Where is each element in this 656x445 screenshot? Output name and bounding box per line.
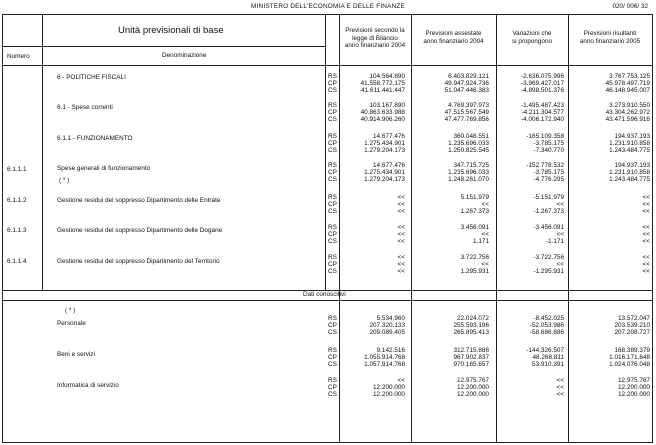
table-cell: << — [556, 384, 564, 391]
row-code: RS — [328, 102, 337, 109]
row-code: CP — [328, 140, 337, 147]
table-cell: << — [481, 201, 489, 208]
table-cell: 3.722.756 — [460, 254, 489, 261]
dati-conoscitivi-label: Dati conoscitivi — [303, 291, 346, 298]
row-code: CS — [328, 116, 337, 123]
section-number: 6.1.1.3 — [7, 227, 27, 234]
page-number: 020/ 006/ 32 — [612, 3, 648, 10]
table-cell: -4.898.501.376 — [521, 87, 564, 94]
section-label: 6.1.1 - FUNZIONAMENTO — [57, 135, 133, 142]
table-cell: -3.969.427.017 — [521, 80, 564, 87]
table-cell: 5.534.960 — [376, 315, 405, 322]
row-code: RS — [328, 133, 337, 140]
row-code: CP — [328, 80, 337, 87]
col-header-numero: Numero — [7, 53, 30, 60]
table-cell: 1.250.825.545 — [448, 147, 489, 154]
table-cell: -4.211.304.577 — [521, 109, 564, 116]
table-cell: 12.975.767 — [618, 377, 650, 384]
section-label: Spese generali di funzionamento — [57, 165, 151, 172]
table-cell: 12.200.000 — [373, 384, 405, 391]
table-cell: << — [642, 254, 650, 261]
dati-label: Beni e servizi — [57, 351, 96, 358]
table-cell: -165.109.358 — [526, 133, 564, 140]
table-cell: -2.636.075.996 — [521, 73, 564, 80]
table-cell: 207.208.727 — [614, 329, 650, 336]
table-cell: << — [397, 231, 405, 238]
table-cell: 12.200.000 — [457, 391, 489, 398]
row-code: CS — [328, 391, 337, 398]
table-cell: -144.326.507 — [526, 347, 564, 354]
table-cell: -8.452.025 — [533, 315, 564, 322]
row-code: CS — [328, 268, 337, 275]
table-cell: 47.515.567.549 — [444, 109, 489, 116]
table-cell: 967.902.837 — [453, 354, 489, 361]
table-cell: -1.267.373 — [533, 208, 564, 215]
table-cell: 203.539.210 — [614, 322, 650, 329]
table-cell: 13.572.047 — [618, 315, 650, 322]
table-cell: -3.722.756 — [533, 254, 564, 261]
row-code: RS — [328, 73, 337, 80]
row-code: CS — [328, 147, 337, 154]
table-cell: 53.910.391 — [532, 361, 564, 368]
table-cell: 12.200.000 — [618, 384, 650, 391]
col-header-previsioni-assestate: Previsioni assestate anno finanziario 2004 — [423, 30, 484, 45]
row-code: CP — [328, 231, 337, 238]
table-cell: 255.593.196 — [453, 322, 489, 329]
table-cell: 360.048.551 — [453, 133, 489, 140]
row-code: CS — [328, 361, 337, 368]
row-code: CP — [328, 201, 337, 208]
table-cell: 1.235.696.033 — [448, 140, 489, 147]
row-code: CS — [328, 87, 337, 94]
table-cell: << — [481, 261, 489, 268]
table-cell: 12.200.000 — [373, 391, 405, 398]
table-cell: 103.167.890 — [369, 102, 405, 109]
row-code: CP — [328, 322, 337, 329]
table-cell: -1.295.931 — [533, 268, 564, 275]
table-cell: 1.057.914.768 — [364, 361, 405, 368]
table-cell: 194.937.193 — [614, 162, 650, 169]
table-cell: 1.267.373 — [460, 208, 489, 215]
table-cell: 1.248.261.070 — [448, 176, 489, 183]
divider — [325, 15, 326, 290]
table-cell: 43.471.596.916 — [605, 116, 650, 123]
table-cell: -4.776.295 — [533, 176, 564, 183]
table-cell: 43.304.262.972 — [605, 109, 650, 116]
row-code: CS — [328, 329, 337, 336]
row-code: RS — [328, 162, 337, 169]
table-cell: 104.564.890 — [369, 73, 405, 80]
divider — [3, 300, 652, 301]
table-cell: 48.268.811 — [532, 354, 564, 361]
table-cell: << — [642, 224, 650, 231]
footnote-marker: ( * ) — [65, 307, 76, 314]
table-cell: << — [556, 201, 564, 208]
table-cell: << — [397, 377, 405, 384]
row-code: CP — [328, 109, 337, 116]
table-cell: 3.273.910.550 — [609, 102, 650, 109]
table-cell: 40.863.633.988 — [360, 109, 405, 116]
row-code: RS — [328, 377, 337, 384]
table-cell: -58.686.686 — [529, 329, 564, 336]
table-cell: 1.243.484.775 — [609, 176, 650, 183]
row-code: RS — [328, 254, 337, 261]
table-cell: << — [642, 208, 650, 215]
table-cell: << — [397, 224, 405, 231]
table-cell: 1.243.484.775 — [609, 147, 650, 154]
section-label: Gestione residui del soppresso Dipartimento delle Dogane — [57, 227, 223, 234]
table-cell: 1.279.204.173 — [364, 176, 405, 183]
row-code: CS — [328, 208, 337, 215]
row-code: CS — [328, 176, 337, 183]
table-cell: 209.089.405 — [369, 329, 405, 336]
table-cell: 12.200.000 — [457, 384, 489, 391]
table-cell: << — [397, 261, 405, 268]
table-cell: 22.024.072 — [457, 315, 489, 322]
table-cell: 1.279.204.173 — [364, 147, 405, 154]
table-cell: 4.769.397.973 — [448, 102, 489, 109]
divider — [568, 15, 569, 442]
table-cell: 40.914.906.260 — [360, 116, 405, 123]
footnote-marker: ( * ) — [59, 177, 70, 184]
divider — [411, 15, 412, 442]
table-cell: 6.403.829.121 — [448, 73, 489, 80]
table-cell: 14.677.476 — [373, 162, 405, 169]
row-code: RS — [328, 194, 337, 201]
row-code: CP — [328, 169, 337, 176]
table-title: Unità previsionali di base — [118, 25, 224, 36]
divider — [3, 65, 652, 66]
row-code: RS — [328, 315, 337, 322]
section-label: Gestione residui del soppresso Dipartimento del Territorio — [57, 258, 220, 265]
table-cell: 347.715.725 — [453, 162, 489, 169]
table-cell: -7.340.770 — [533, 147, 564, 154]
table-cell: 1.024.076.048 — [609, 361, 650, 368]
table-cell: 12.975.767 — [457, 377, 489, 384]
table-cell: << — [397, 238, 405, 245]
col-header-variazioni: Variazioni che si propongono — [512, 30, 552, 45]
section-number: 6.1.1.1 — [7, 166, 27, 173]
table-cell: << — [481, 231, 489, 238]
table-cell: << — [642, 261, 650, 268]
table-cell: 168.389.379 — [614, 347, 650, 354]
table-cell: -3.785.175 — [533, 169, 564, 176]
table-cell: << — [397, 208, 405, 215]
row-code: RS — [328, 224, 337, 231]
section-label: 6.1 - Spese correnti — [57, 104, 113, 111]
table-cell: << — [642, 268, 650, 275]
table-cell: 1.235.696.033 — [448, 169, 489, 176]
row-code: CP — [328, 261, 337, 268]
table-cell: << — [642, 231, 650, 238]
table-cell: 45.978.497.719 — [605, 80, 650, 87]
table-cell: << — [642, 201, 650, 208]
table-cell: 5.151.979 — [460, 194, 489, 201]
table-cell: 312.715.886 — [453, 347, 489, 354]
table-cell: 46.148.945.007 — [605, 87, 650, 94]
table-cell: 3.767.753.125 — [609, 73, 650, 80]
row-code: CS — [328, 238, 337, 245]
row-code: CP — [328, 384, 337, 391]
table-cell: 9.142.516 — [376, 347, 405, 354]
table-cell: 265.895.413 — [453, 329, 489, 336]
table-cell: -52.053.986 — [529, 322, 564, 329]
col-header-denominazione: Denominazione — [162, 52, 207, 59]
divider — [42, 15, 43, 290]
table-cell: << — [397, 254, 405, 261]
ministry-header: MINISTERO DELL'ECONOMIA E DELLE FINANZE — [251, 3, 405, 10]
dati-label: Informatica di servizio — [57, 382, 119, 389]
section-number: 6.1.1.2 — [7, 197, 27, 204]
table-cell: 41.611.441.447 — [361, 87, 405, 94]
dati-label: Personale — [57, 320, 86, 327]
table-cell: -3.456.091 — [533, 224, 564, 231]
table-cell: 3.456.091 — [460, 224, 489, 231]
table-cell: 1.231.910.858 — [609, 169, 650, 176]
section-number: 6.1.1.4 — [7, 258, 27, 265]
table-cell: 1.231.910.858 — [609, 140, 650, 147]
section-label: Gestione residui del soppresso Dipartimento delle Entrate — [57, 197, 221, 204]
divider — [496, 15, 497, 442]
table-cell: -1.171 — [545, 238, 564, 245]
table-cell: 1.016.171.648 — [609, 354, 650, 361]
table-cell: << — [397, 201, 405, 208]
table-cell: << — [397, 194, 405, 201]
table-cell: 47.477.769.856 — [444, 116, 489, 123]
table-cell: 49.947.924.736 — [444, 80, 489, 87]
table-cell: -152.778.532 — [526, 162, 564, 169]
table-cell: << — [556, 231, 564, 238]
table-cell: << — [556, 391, 564, 398]
budget-table — [2, 14, 653, 443]
table-cell: << — [642, 238, 650, 245]
table-cell: 41.558.772.175 — [360, 80, 405, 87]
table-cell: 207.320.133 — [369, 322, 405, 329]
table-cell: 14.677.476 — [373, 133, 405, 140]
table-cell: 194.937.193 — [614, 133, 650, 140]
divider — [3, 46, 325, 47]
table-cell: 51.047.446.383 — [444, 87, 489, 94]
table-cell: << — [556, 377, 564, 384]
table-cell: << — [642, 194, 650, 201]
section-label: 6 - POLITICHE FISCALI — [57, 74, 126, 81]
col-header-previsioni-legge: Previsioni secondo la legge di Bilancio anno finanziario 2004 — [344, 27, 406, 50]
table-cell: -3.785.175 — [533, 140, 564, 147]
table-cell: << — [397, 268, 405, 275]
table-cell: 1.295.931 — [460, 268, 489, 275]
table-cell: << — [556, 261, 564, 268]
table-cell: -5.151.979 — [533, 194, 564, 201]
table-cell: 1.275.434.901 — [364, 169, 405, 176]
table-cell: 970.165.657 — [453, 361, 489, 368]
table-cell: 1.275.434.901 — [364, 140, 405, 147]
table-cell: 1.171 — [473, 238, 489, 245]
table-cell: 12.200.000 — [618, 391, 650, 398]
row-code: CP — [328, 354, 337, 361]
col-header-previsioni-risultanti: Previsioni risultanti anno finanziario 2005 — [579, 30, 641, 45]
table-cell: 1.055.914.768 — [364, 354, 405, 361]
table-cell: -1.495.487.423 — [521, 102, 564, 109]
row-code: RS — [328, 347, 337, 354]
table-cell: -4.006.172.940 — [521, 116, 564, 123]
